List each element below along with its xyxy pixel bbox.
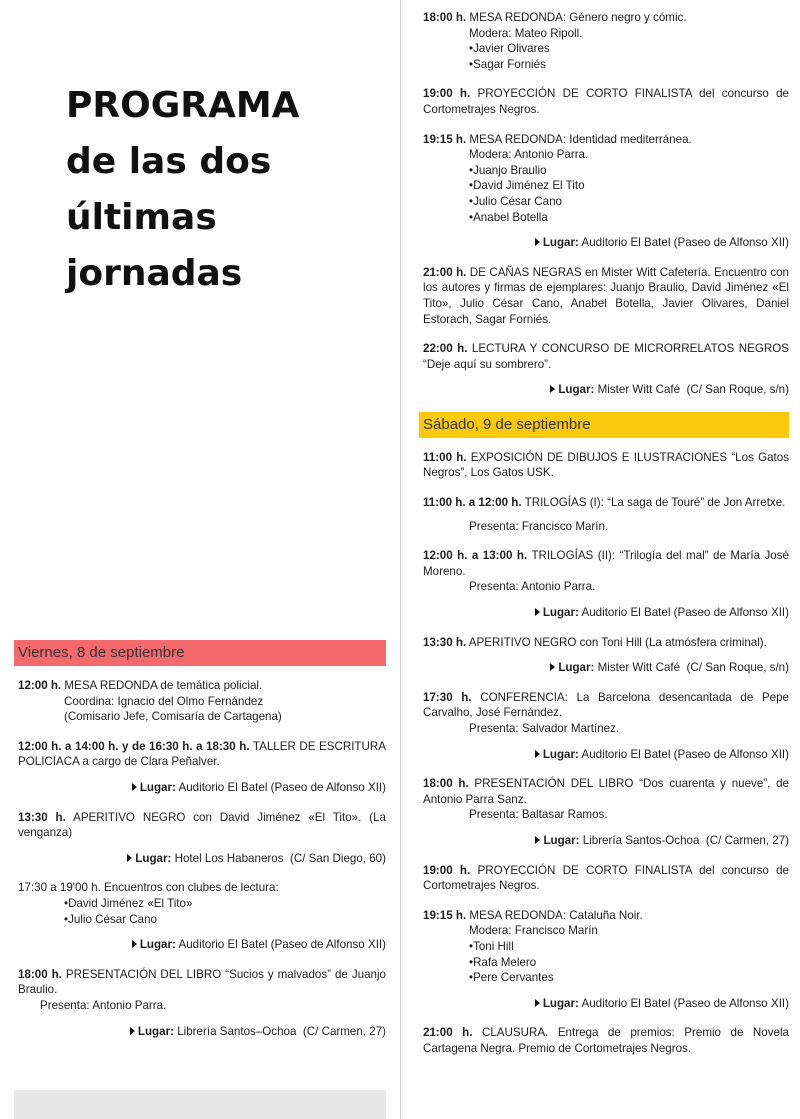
venue-place: Mister Witt Café (597, 661, 681, 675)
event-text: EXPOSICIÓN DE DIBUJOS E ILUSTRACIONES “Los Gatos Negros”, Los Gatos USK. (423, 450, 789, 480)
event-item (423, 10, 789, 72)
venue-address: (C/ Carmen, 27) (705, 833, 789, 847)
event-time: 22:00 h. (423, 342, 468, 356)
venue-line (423, 833, 789, 849)
day-header-saturday: Sábado, 9 de septiembre (419, 412, 789, 438)
triangle-right-icon (127, 854, 132, 862)
event-text: MESA REDONDA: Identidad mediterránea. (469, 132, 692, 146)
event-item (423, 450, 789, 481)
event-time: 12:00 h. a 14:00 h. y de 16:30 h. a 18:30 h. (18, 739, 250, 753)
event-text: TALLER DE ESCRITURA POLICIACA a cargo de Clara Peñalver. (18, 739, 386, 769)
triangle-right-icon (535, 750, 540, 758)
venue-line (18, 851, 386, 867)
venue-line (423, 382, 789, 398)
participant: • Julio César Cano (18, 912, 386, 928)
event-detail: Modera: Mateo Ripoll. (469, 26, 583, 40)
event-item (423, 908, 789, 986)
triangle-right-icon (535, 836, 540, 844)
event-item (423, 132, 789, 226)
venue-label: Lugar: (542, 996, 579, 1010)
title-line: jornadas (66, 253, 243, 294)
venue-address: (C/ San Roque, s/n) (686, 661, 789, 675)
venue-place: Auditorio El Batel (Paseo de Alfonso XII) (581, 996, 789, 1010)
event-time: 12:00 h. a 13:00 h. (423, 549, 528, 563)
venue-place: Hotel Los Habaneros (174, 851, 284, 865)
event-text: MESA REDONDA de temática policial. (64, 679, 263, 692)
participant: • Juanjo Braulio (423, 163, 789, 179)
event-time: 19:15 h. (423, 132, 467, 146)
event-text: APERITIVO NEGRO con Toni Hill (La atmósfera criminal). (468, 635, 767, 649)
event-text: CLAUSURA. Entrega de premios: Premio de Novela Cartagena Negra. Premio de Cortometrajes Negros. (423, 1026, 789, 1055)
event-item (423, 690, 789, 737)
right-column (423, 10, 789, 1071)
venue-label: Lugar: (558, 661, 595, 675)
event-item (423, 495, 789, 534)
participant: • Anabel Botella (423, 210, 789, 226)
venue-line (423, 235, 789, 251)
venue-place: Auditorio El Batel (Paseo de Alfonso XII) (178, 938, 386, 952)
day-header-friday: Viernes, 8 de septiembre (14, 640, 386, 666)
venue-address: (C/ Carmen, 27) (302, 1024, 386, 1038)
participant: • Toni Hill (423, 939, 789, 955)
venue-address: (C/ San Roque, s/n) (686, 383, 789, 397)
event-detail: Presenta: Antonio Parra. (469, 580, 596, 594)
event-text: TRILOGÍAS (I): “La saga de Touré” de Jon Arretxe. (524, 496, 786, 510)
venue-label: Lugar: (543, 833, 580, 847)
event-detail: Presenta: Antonio Parra. (40, 998, 167, 1012)
triangle-right-icon (535, 608, 540, 616)
event-text: PRESENTACIÓN DEL LIBRO “Sucios y malvados” de Juanjo Braulio. (18, 967, 386, 997)
venue-line (423, 605, 789, 621)
footer-band (14, 1090, 386, 1119)
event-text: PROYECCIÓN DE CORTO FINALISTA del concurso de Cortometrajes Negros. (423, 863, 789, 893)
event-item (423, 776, 789, 823)
triangle-right-icon (132, 783, 137, 791)
event-time: 19:15 h. (423, 908, 467, 922)
venue-line (18, 1024, 386, 1040)
event-item (18, 967, 386, 1014)
venue-label: Lugar: (542, 747, 579, 761)
venue-address: (C/ San Diego, 60) (289, 851, 386, 865)
event-detail: Modera: Antonio Parra. (469, 148, 589, 162)
venue-place: Auditorio El Batel (Paseo de Alfonso XII) (581, 606, 789, 620)
event-time: 19:00 h. (423, 87, 471, 101)
venue-label: Lugar: (542, 606, 579, 620)
title-line: de las dos (66, 141, 272, 182)
participant: • David Jiménez «El Tito» (18, 896, 386, 912)
event-text: CONFERENCIA: La Barcelona desencantada de Pepe Carvalho, José Fernández. (423, 690, 789, 720)
venue-place: Auditorio El Batel (Paseo de Alfonso XII) (581, 236, 789, 250)
venue-label: Lugar: (139, 780, 176, 794)
triangle-right-icon (550, 385, 555, 393)
event-time: 18:00 h. (423, 11, 467, 24)
event-item (423, 86, 789, 117)
event-item (18, 810, 386, 841)
event-detail: Presenta: Francisco Marín. (469, 519, 609, 533)
venue-line (18, 780, 386, 796)
event-item (423, 548, 789, 595)
venue-place: Librería Santos-Ochoa (582, 833, 700, 847)
event-time: 17:30 h. (423, 690, 472, 704)
venue-line (423, 996, 789, 1012)
venue-place: Auditorio El Batel (Paseo de Alfonso XII) (581, 747, 789, 761)
event-item (18, 739, 386, 770)
page-title (66, 78, 366, 302)
event-time: 13:30 h. (18, 810, 66, 824)
event-detail: Coordina: Ignacio del Olmo Fernández (64, 694, 264, 708)
event-text: PRESENTACIÓN DEL LIBRO “Dos cuarenta y nueve”, de Antonio Parra Sanz. (423, 777, 789, 806)
event-time: 13:30 h. (423, 635, 467, 649)
event-time: 12:00 h. (18, 679, 62, 692)
triangle-right-icon (535, 238, 540, 246)
event-text: LECTURA Y CONCURSO DE MICRORRELATOS NEGROS “Deje aquí su sombrero”. (423, 342, 789, 371)
event-text: PROYECCIÓN DE CORTO FINALISTA del concurso de Cortometrajes Negros. (423, 87, 789, 116)
event-text: MESA REDONDA: Género negro y cómic. (469, 11, 687, 24)
venue-label: Lugar: (139, 938, 176, 952)
event-text: TRILOGÍAS (II): “Trilogía del mal” de María José Moreno. (423, 549, 789, 578)
event-item (18, 880, 386, 927)
venue-label: Lugar: (542, 236, 579, 250)
event-item (423, 863, 789, 894)
venue-line (423, 747, 789, 763)
event-time: 21:00 h. (423, 1026, 473, 1040)
event-text: APERITIVO NEGRO con David Jiménez «El Tito». (La venganza) (18, 810, 386, 840)
event-time: 19:00 h. (423, 863, 471, 877)
event-time: 11:00 h. (423, 450, 467, 464)
venue-label: Lugar: (558, 383, 595, 397)
event-time: 18:00 h. (18, 967, 62, 981)
friday-column (18, 640, 386, 1053)
triangle-right-icon (550, 663, 555, 671)
participant: • Sagar Forniés (423, 57, 789, 73)
event-text: MESA REDONDA: Cataluña Noir. (469, 908, 643, 922)
event-detail: Presenta: Baltasar Ramos. (469, 808, 608, 822)
event-item (18, 678, 386, 725)
event-detail: Modera: Francisco Marín (469, 924, 598, 938)
event-item (423, 1025, 789, 1056)
event-item (423, 635, 789, 651)
event-time: 21:00 h. (423, 265, 467, 279)
venue-line (18, 937, 386, 953)
event-detail: (Comisario Jefe, Comisaría de Cartagena) (64, 710, 282, 724)
venue-place: Mister Witt Café (597, 383, 681, 397)
venue-label: Lugar: (135, 851, 172, 865)
column-divider (400, 0, 401, 1119)
event-time: 11:00 h. a 12:00 h. (423, 496, 522, 510)
triangle-right-icon (535, 999, 540, 1007)
triangle-right-icon (132, 940, 137, 948)
venue-label: Lugar: (137, 1024, 174, 1038)
participant: • Pere Cervantes (423, 970, 789, 986)
event-text: DE CAÑAS NEGRAS en Mister Witt Cafetería. Encuentro con los autores y firmas de ejemplares: Juanjo Braulio, David Jiménez «El Tito», Julio César Cano, Anabel Botella, Javier Olivares, Daniel Estorach, Sagar Forniés. (423, 265, 789, 326)
venue-place: Auditorio El Batel (Paseo de Alfonso XII) (178, 780, 386, 794)
participant: • Julio César Cano (423, 194, 789, 210)
title-line: PROGRAMA (66, 85, 300, 126)
event-text: 17:30 a 19'00 h. Encuentros con clubes de lectura: (18, 881, 279, 895)
event-detail: Presenta: Salvador Martínez. (469, 722, 620, 735)
participant: • Rafa Melero (423, 955, 789, 971)
title-line: últimas (66, 197, 217, 238)
event-time: 18:00 h. (423, 777, 469, 791)
event-item (423, 265, 789, 327)
venue-place: Librería Santos–Ochoa (177, 1024, 297, 1038)
participant: • Javier Olivares (423, 41, 789, 57)
participant: • David Jiménez El Tito (423, 178, 789, 194)
venue-line (423, 660, 789, 676)
event-item (423, 341, 789, 372)
triangle-right-icon (130, 1027, 135, 1035)
